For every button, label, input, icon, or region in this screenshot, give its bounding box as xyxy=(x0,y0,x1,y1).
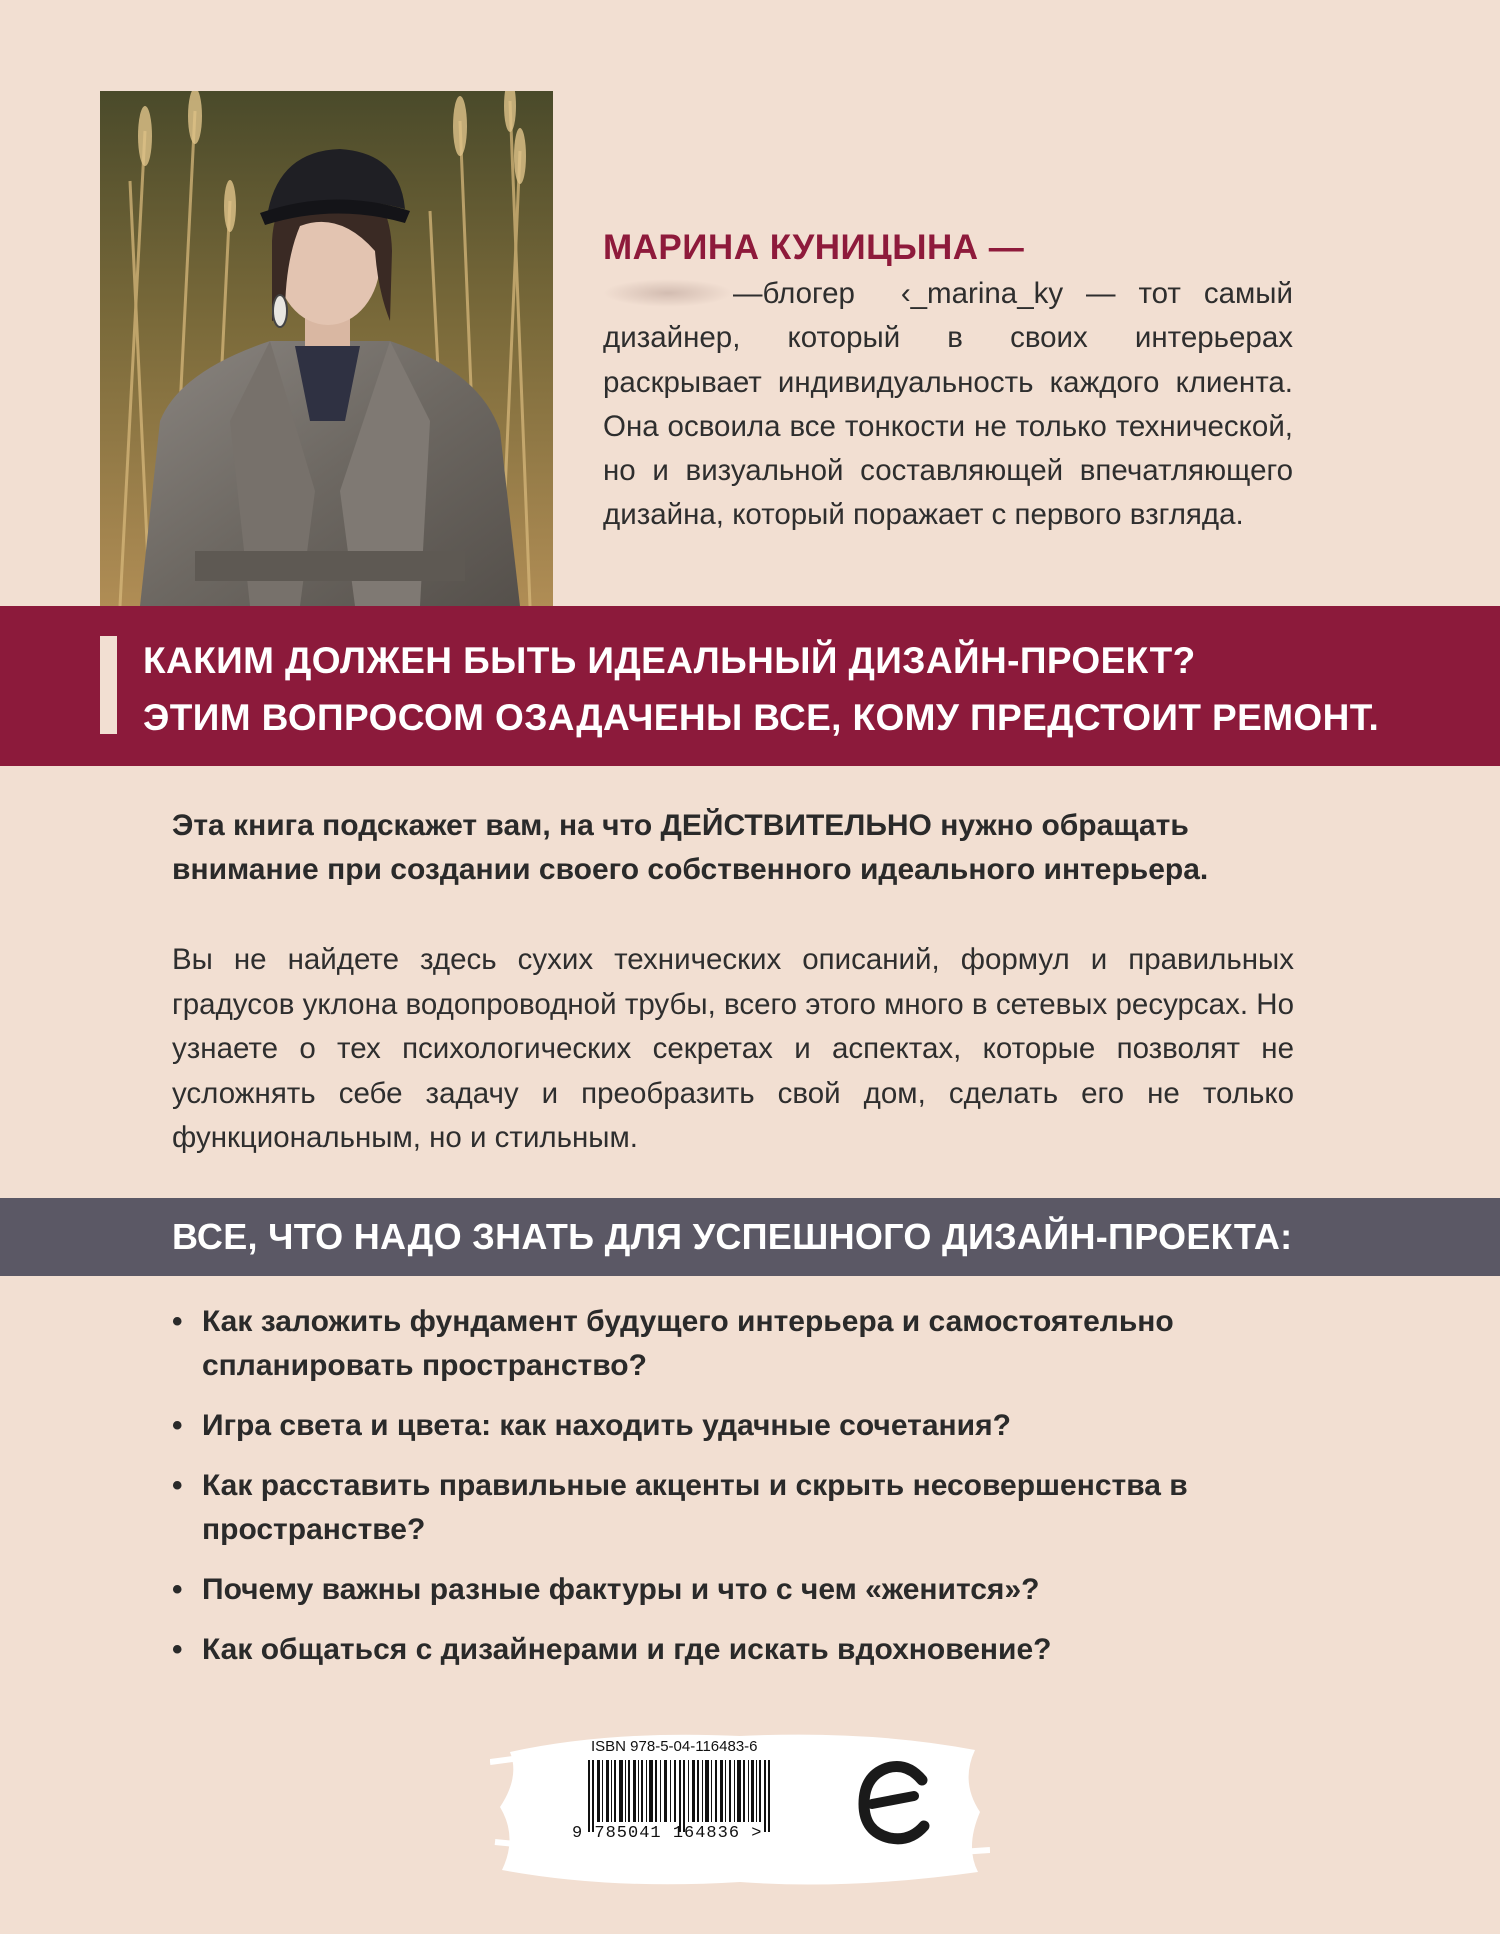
isbn-label: ISBN 978-5-04-116483-6 xyxy=(591,1738,758,1755)
bullet-icon: • xyxy=(172,1633,183,1666)
author-handle: ‹_marina_ky xyxy=(900,277,1064,310)
author-bio xyxy=(603,272,1293,538)
bullet-icon: • xyxy=(172,1409,183,1442)
body-paragraph: Вы не найдете здесь сухих технических описаний, формул и правильных градусов уклона водопроводной трубы, всего этого много в сетевых ресурсах. Но узнаете о тех психологических секретах и аспектах, которые позволят не усложнять себе задачу и преобразить свой дом, сделать его не только функциональным, но и стильным. xyxy=(172,943,1294,1154)
redacted-text xyxy=(603,279,733,307)
banner-accent-bar xyxy=(100,636,117,734)
bullet-list xyxy=(172,1300,1322,1688)
list-item: • Как общаться с дизайнерами и где искать вдохновение? xyxy=(172,1628,1322,1672)
banner-line-2: ЭТИМ ВОПРОСОМ ОЗАДАЧЕНЫ ВСЕ, КОМУ ПРЕДСТОИТ РЕМОНТ. xyxy=(143,697,1380,738)
banner-headline xyxy=(143,632,1379,746)
author-bio-start: —блогер xyxy=(733,277,855,310)
author-name: МАРИНА КУНИЦЫНА — xyxy=(603,228,1025,267)
bullet-icon: • xyxy=(172,1469,183,1502)
section-band xyxy=(0,1198,1500,1276)
lead-paragraph: Эта книга подскажет вам, на что ДЕЙСТВИТЕЛЬНО нужно обращать внимание при создании своего собственного идеального интерьера. xyxy=(172,809,1209,886)
banner-line-1: КАКИМ ДОЛЖЕН БЫТЬ ИДЕАЛЬНЫЙ ДИЗАЙН-ПРОЕКТ? xyxy=(143,640,1196,681)
bullet-icon: • xyxy=(172,1573,183,1606)
barcode xyxy=(578,1760,788,1870)
eksmo-logo-icon xyxy=(852,1752,942,1852)
list-item: • Игра света и цвета: как находить удачные сочетания? xyxy=(172,1404,1322,1448)
section-title: ВСЕ, ЧТО НАДО ЗНАТЬ ДЛЯ УСПЕШНОГО ДИЗАЙН-ПРОЕКТА: xyxy=(172,1216,1293,1257)
barcode-digits: 9 785041 164836 > xyxy=(572,1824,763,1843)
bullet-icon: • xyxy=(172,1305,183,1338)
list-item: • Как расставить правильные акценты и скрыть несовершенства в пространстве? xyxy=(172,1464,1322,1552)
headline-banner xyxy=(0,606,1500,766)
author-photo xyxy=(100,91,553,606)
list-item: • Как заложить фундамент будущего интерьера и самостоятельно спланировать пространство? xyxy=(172,1300,1322,1388)
author-bio-rest: — тот самый дизайнер, который в своих интерьерах раскрывает индивидуальность каждого клиента. Она освоила все тонкости не только технической, но и визуальной составляющей впечатляющего дизайна, который поражает с первого взгляда. xyxy=(603,277,1293,532)
list-item: • Почему важны разные фактуры и что с чем «женится»? xyxy=(172,1568,1322,1612)
